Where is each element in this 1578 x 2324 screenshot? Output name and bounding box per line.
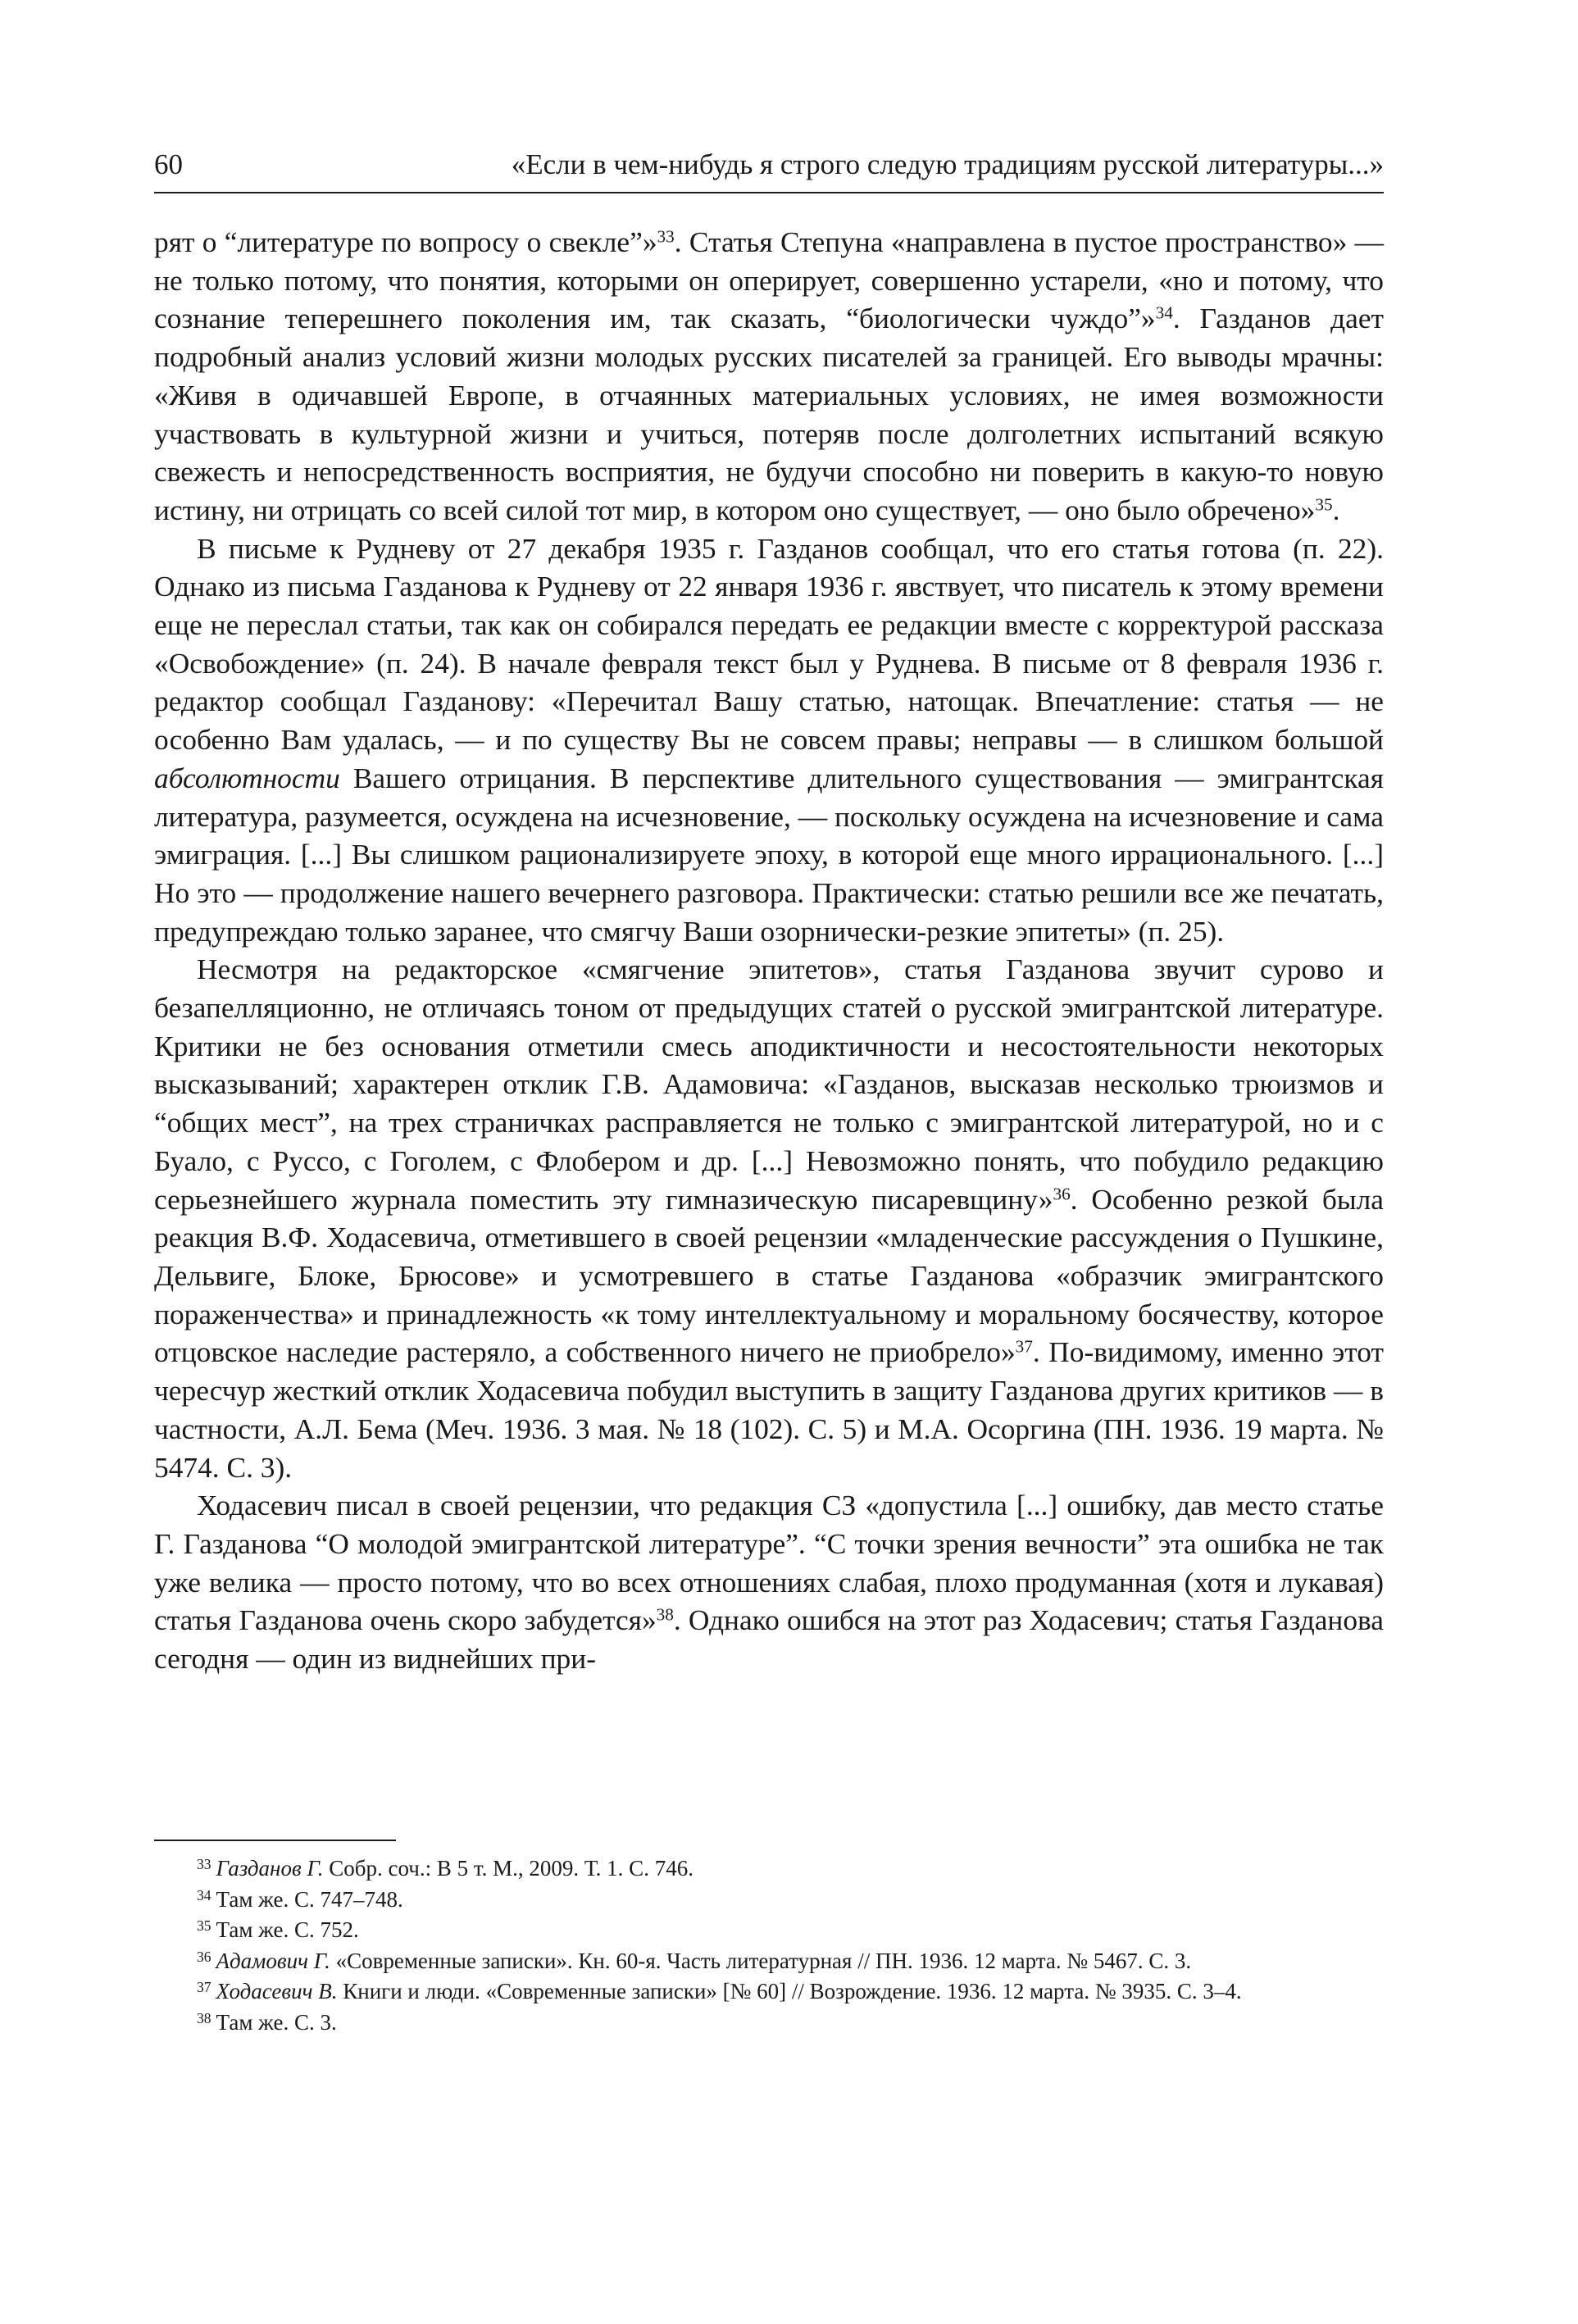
body-paragraph	[154, 223, 1384, 530]
running-title: «Если в чем-нибудь я строго следую традициям русской литературы...»	[511, 148, 1384, 180]
header-rule	[154, 192, 1384, 193]
footnote-number: 33	[197, 1856, 211, 1873]
text-run: . Статья Степуна «направлена в пустое пространство» — не только потому, что понятия, которыми он оперирует, совершенно устарели, «но и потому, что сознание теперешнего поколения им, так сказать, “биологически чуждо”»	[154, 225, 1384, 335]
text-run: Несмотря на редакторское «смягчение эпитетов», статья Газданова звучит сурово и безапелляционно, не отличаясь тоном от предыдущих статей о русской эмигрантской литературе. Критики не без основания отметили смесь аподиктичности и несостоятельности некоторых высказываний; характерен отклик Г.В. Адамовича: «Газданов, высказав несколько трюизмов и “общих мест”, на трех страничках расправляется не только с эмигрантской литературой, но и с Буало, с Руссо, с Гоголем, с Флобером и др. [...] Невозможно понять, что побудило редакцию серьезнейшего журнала поместить эту гимназическую писаревщину»	[154, 953, 1384, 1216]
footnote	[154, 1946, 1384, 1977]
text-run: Ходасевич писал в своей рецензии, что редакция СЗ «допустила [...] ошибку, дав место статье Г. Газданова “О молодой эмигрантской литературе”. “С точки зрения вечности” эта ошибка не так уже велика — просто потому, что во всех отношениях слабая, плохо продуманная (хотя и лукавая) статья Газданова очень скоро забудется»	[154, 1489, 1384, 1637]
footnote-number: 36	[197, 1948, 211, 1965]
body-paragraph	[154, 1486, 1384, 1678]
text-run: Там же. С. 3.	[216, 2009, 337, 2035]
footnote-number: 34	[197, 1886, 211, 1903]
text-run: Там же. С. 752.	[216, 1917, 359, 1942]
text-run: В письме к Рудневу от 27 декабря 1935 г. Газданов сообщал, что его статья готова (п. 22). Однако из письма Газданова к Рудневу от 22 января 1936 г. явствует, что писатель к этому времени еще не переслал статьи, так как он собирался передать ее редакции вместе с корректурой рассказа «Освобождение» (п. 24). В начале февраля текст был у Руднева. В письме от 8 февраля 1936 г. редактор сообщал Газданову: «Перечитал Вашу статью, натощак. Впечатление: статья — не особенно Вам удалась, — и по существу Вы не совсем правы; неправы — в слишком большой	[154, 531, 1384, 757]
body-paragraph	[154, 530, 1384, 951]
emphasis-text: Газданов Г.	[216, 1856, 324, 1881]
text-run: . Газданов дает подробный анализ условий жизни молодых русских писателей за границей. Его выводы мрачны: «Живя в одичавшей Европе, в отчаянных материальных условиях, не имея возможности участвовать в культурной жизни и учиться, потеряв после долголетних испытаний всякую свежесть и непосредственность восприятия, не будучи способно ни поверить в какую-то новую истину, ни отрицать со всей силой тот мир, в котором оно существует, — оно было обречено»	[154, 302, 1384, 526]
footnote-ref: 37	[1015, 1336, 1033, 1357]
footnote-number: 37	[197, 1979, 211, 1996]
footnote-ref: 36	[1053, 1183, 1071, 1203]
text-run: Там же. С. 747–748.	[216, 1886, 403, 1912]
footnote-ref: 34	[1155, 302, 1173, 323]
text-run: «Современные записки». Кн. 60-я. Часть литературная // ПН. 1936. 12 марта. № 5467. С. 3.	[330, 1948, 1192, 1973]
text-run: . Особенно резкой была реакция В.Ф. Ходасевича, отметившего в своей рецензии «младенческие рассуждения о Пушкине, Дельвиге, Блоке, Брюсове» и усмотревшего в статье Газданова «образчик эмигрантского пораженчества» и принадлежность «к тому интеллектуальному и моральному босячеству, которое отцовское наследие растеряло, а собственного ничего не приобрело»	[154, 1182, 1384, 1369]
footnote	[154, 1885, 1384, 1916]
body-paragraph	[154, 950, 1384, 1486]
footnote	[154, 1915, 1384, 1946]
footnote-rule	[154, 1840, 396, 1841]
footnote-number: 35	[197, 1917, 211, 1935]
footnote-ref: 35	[1315, 494, 1333, 515]
emphasis-text: абсолютности	[154, 761, 340, 794]
text-run: . По-видимому, именно этот чересчур жесткий отклик Ходасевича побудил выступить в защиту Газданова других критиков — в частности, А.Л. Бема (Меч. 1936. 3 мая. № 18 (102). С. 5) и М.А. Осоргина (ПН. 1936. 19 марта. № 5474. С. 3).	[154, 1335, 1384, 1484]
text-run: Вашего отрицания. В перспективе длительного существования — эмигрантская литература, разумеется, осуждена на исчезновение, — поскольку осуждена на исчезновение и сама эмиграция. [...] Вы слишком рационализируете эпоху, в которой еще много иррационального. [...] Но это — продолжение нашего вечернего разговора. Практически: статью решили все же печатать, предупреждаю только заранее, что смягчу Ваши озорнически-резкие эпитеты» (п. 25).	[154, 761, 1384, 948]
footnote	[154, 1853, 1384, 1885]
text-run: . Однако ошибся на этот раз Ходасевич; статья Газданова сегодня — один из виднейших при-	[154, 1603, 1384, 1676]
footnotes	[154, 1853, 1384, 2038]
emphasis-text: Адамович Г.	[216, 1948, 330, 1973]
footnote	[154, 1976, 1384, 2008]
footnote-ref: 38	[656, 1604, 674, 1625]
footnote	[154, 2008, 1384, 2039]
text-run: .	[1332, 493, 1340, 526]
text-run: рят о “литературе по вопросу о свекле”»	[154, 225, 657, 258]
body-text	[154, 223, 1384, 1678]
text-run: Собр. соч.: В 5 т. М., 2009. Т. 1. С. 746.	[323, 1856, 694, 1881]
footnote-number: 38	[197, 2009, 211, 2026]
emphasis-text: Ходасевич В.	[216, 1979, 338, 2003]
page-number: 60	[154, 148, 183, 180]
footnote-ref: 33	[657, 226, 675, 247]
running-head	[154, 146, 1384, 184]
text-run: Книги и люди. «Современные записки» [№ 60] // Возрождение. 1936. 12 марта. № 3935. С. 3–4.	[337, 1979, 1242, 2003]
